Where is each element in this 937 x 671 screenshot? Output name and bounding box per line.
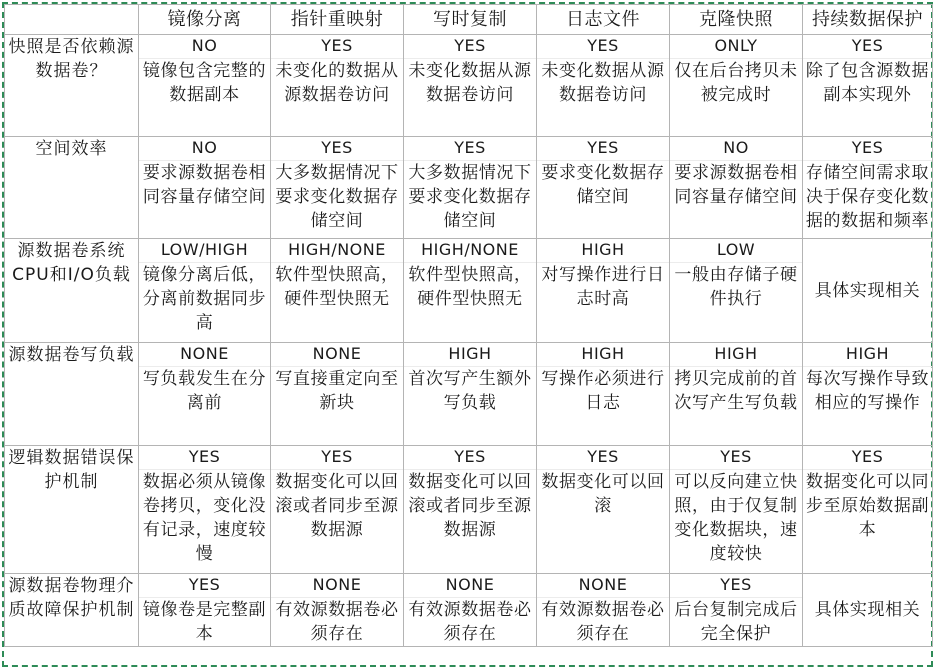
table-cell xyxy=(803,574,933,647)
cell-note: 数据变化可以同步至原始数据副本 xyxy=(805,472,930,540)
cell-note: 有效源数据卷必须存在 xyxy=(408,600,532,644)
table-cell xyxy=(139,137,271,239)
table-cell xyxy=(271,35,404,137)
table-cell xyxy=(803,239,933,343)
table-cell xyxy=(803,343,933,446)
cell-value: YES xyxy=(404,137,536,161)
row-header: 源数据卷系统CPU和I/O负载 xyxy=(5,239,139,343)
table-cell xyxy=(670,239,803,343)
row-header: 源数据卷写负载 xyxy=(5,343,139,446)
table-cell xyxy=(404,35,537,137)
cell-value: HIGH/NONE xyxy=(271,239,403,263)
column-header: 克隆快照 xyxy=(670,5,803,35)
cell-note: 未变化数据从源数据卷访问 xyxy=(541,61,665,105)
cell-note: 镜像卷是完整副本 xyxy=(142,600,267,644)
table-cell xyxy=(803,137,933,239)
table-cell xyxy=(537,446,670,574)
cell-note: 软件型快照高，硬件型快照无 xyxy=(408,265,532,309)
cell-value: LOW xyxy=(670,239,802,263)
row-header: 空间效率 xyxy=(5,137,139,239)
cell-value: HIGH xyxy=(670,343,802,367)
cell-value: NONE xyxy=(404,574,536,598)
cell-note: 数据必须从镜像卷拷贝，变化没有记录，速度较慢 xyxy=(142,472,267,564)
cell-value: YES xyxy=(537,35,669,59)
cell-note: 拷贝完成前的首次写产生写负载 xyxy=(674,369,798,413)
table-cell xyxy=(271,446,404,574)
cell-note: 镜像分离后低，分离前数据同步高 xyxy=(142,265,267,333)
table-cell xyxy=(139,574,271,647)
cell-value: YES xyxy=(670,574,802,598)
table-cell xyxy=(139,239,271,343)
row-header: 快照是否依赖源数据卷？ xyxy=(5,35,139,137)
cell-value: YES xyxy=(404,35,536,59)
cell-value: HIGH xyxy=(537,343,669,367)
cell-note: 首次写产生额外写负载 xyxy=(408,369,532,413)
cell-value: YES xyxy=(537,446,669,470)
cell-value: NO xyxy=(670,137,802,161)
cell-note: 仅在后台拷贝未被完成时 xyxy=(674,61,798,105)
table-cell xyxy=(803,35,933,137)
cell-note: 可以反向建立快照，由于仅复制变化数据块，速度较快 xyxy=(674,472,798,564)
cell-value: NONE xyxy=(537,574,669,598)
table-cell xyxy=(537,35,670,137)
table-cell xyxy=(404,239,537,343)
table-cell xyxy=(271,574,404,647)
table-row xyxy=(5,343,933,446)
cell-note: 后台复制完成后完全保护 xyxy=(674,600,798,644)
header-row xyxy=(5,5,933,35)
column-header: 镜像分离 xyxy=(139,5,271,35)
cell-note: 数据变化可以回滚或者同步至源数据源 xyxy=(275,472,399,540)
cell-value: HIGH xyxy=(803,343,932,367)
cell-note: 未变化数据从源数据卷访问 xyxy=(408,61,532,105)
table-cell xyxy=(271,343,404,446)
table-row xyxy=(5,35,933,137)
table-cell xyxy=(271,239,404,343)
table-cell xyxy=(670,137,803,239)
table-cell xyxy=(537,574,670,647)
table-row xyxy=(5,239,933,343)
cell-note: 要求源数据卷相同容量存储空间 xyxy=(142,163,267,207)
cell-note: 写操作必须进行日志 xyxy=(541,369,665,413)
cell-value: YES xyxy=(803,35,932,59)
table-cell xyxy=(537,239,670,343)
cell-value: NONE xyxy=(271,343,403,367)
cell-value: HIGH/NONE xyxy=(404,239,536,263)
table-row xyxy=(5,446,933,574)
cell-value: YES xyxy=(271,446,403,470)
table-cell xyxy=(670,574,803,647)
cell-note: 有效源数据卷必须存在 xyxy=(541,600,665,644)
table-cell xyxy=(670,35,803,137)
cell-note: 写直接重定向至新块 xyxy=(275,369,399,413)
table-cell xyxy=(803,446,933,574)
cell-value: ONLY xyxy=(670,35,802,59)
table-cell xyxy=(139,35,271,137)
cell-note: 软件型快照高，硬件型快照无 xyxy=(275,265,399,309)
cell-value: HIGH xyxy=(404,343,536,367)
cell-note: 大多数据情况下要求变化数据存储空间 xyxy=(275,163,399,231)
column-header: 指针重映射 xyxy=(271,5,404,35)
cell-value: YES xyxy=(139,446,270,470)
cell-note: 每次写操作导致相应的写操作 xyxy=(805,369,930,413)
column-header: 写时复制 xyxy=(404,5,537,35)
cell-value: YES xyxy=(271,137,403,161)
cell-note: 镜像包含完整的数据副本 xyxy=(142,61,267,105)
cell-note: 数据变化可以回滚或者同步至源数据源 xyxy=(408,472,532,540)
cell-value: YES xyxy=(803,446,932,470)
cell-value: LOW/HIGH xyxy=(139,239,270,263)
cell-value: YES xyxy=(404,446,536,470)
cell-value: YES xyxy=(139,574,270,598)
cell-note: 存储空间需求取决于保存变化数据的数据和频率 xyxy=(805,163,930,231)
cell-note: 写负载发生在分离前 xyxy=(142,369,267,413)
cell-note: 对写操作进行日志时高 xyxy=(541,265,665,309)
table-cell xyxy=(537,343,670,446)
table-cell xyxy=(404,446,537,574)
cell-value: HIGH xyxy=(537,239,669,263)
table-cell xyxy=(404,574,537,647)
column-header: 日志文件 xyxy=(537,5,670,35)
cell-value: NONE xyxy=(271,574,403,598)
cell-value: YES xyxy=(271,35,403,59)
cell-note: 大多数据情况下要求变化数据存储空间 xyxy=(408,163,532,231)
table-cell xyxy=(537,137,670,239)
cell-value: NONE xyxy=(139,343,270,367)
cell-value: YES xyxy=(803,137,932,161)
cell-value: NO xyxy=(139,137,270,161)
table-cell xyxy=(670,446,803,574)
cell-note: 除了包含源数据副本实现外 xyxy=(805,61,930,105)
corner-cell xyxy=(5,5,139,35)
cell-note: 具体实现相关 xyxy=(814,280,921,301)
cell-note: 一般由存储子硬件执行 xyxy=(674,265,798,309)
table-cell xyxy=(404,343,537,446)
cell-note: 要求变化数据存储空间 xyxy=(541,163,665,207)
table-row xyxy=(5,574,933,647)
cell-note: 要求源数据卷相同容量存储空间 xyxy=(674,163,798,207)
row-header: 逻辑数据错误保护机制 xyxy=(5,446,139,574)
comparison-table xyxy=(4,4,933,647)
cell-value: YES xyxy=(670,446,802,470)
cell-note: 有效源数据卷必须存在 xyxy=(275,600,399,644)
table-cell xyxy=(271,137,404,239)
cell-value: YES xyxy=(537,137,669,161)
table-cell xyxy=(139,343,271,446)
table-row xyxy=(5,137,933,239)
cell-note: 未变化的数据从源数据卷访问 xyxy=(275,61,399,105)
table-cell xyxy=(139,446,271,574)
cell-note: 具体实现相关 xyxy=(814,600,921,620)
cell-note: 数据变化可以回滚 xyxy=(541,472,665,516)
row-header: 源数据卷物理介质故障保护机制 xyxy=(5,574,139,647)
table-cell xyxy=(670,343,803,446)
cell-value: NO xyxy=(139,35,270,59)
table-cell xyxy=(404,137,537,239)
column-header: 持续数据保护 xyxy=(803,5,933,35)
